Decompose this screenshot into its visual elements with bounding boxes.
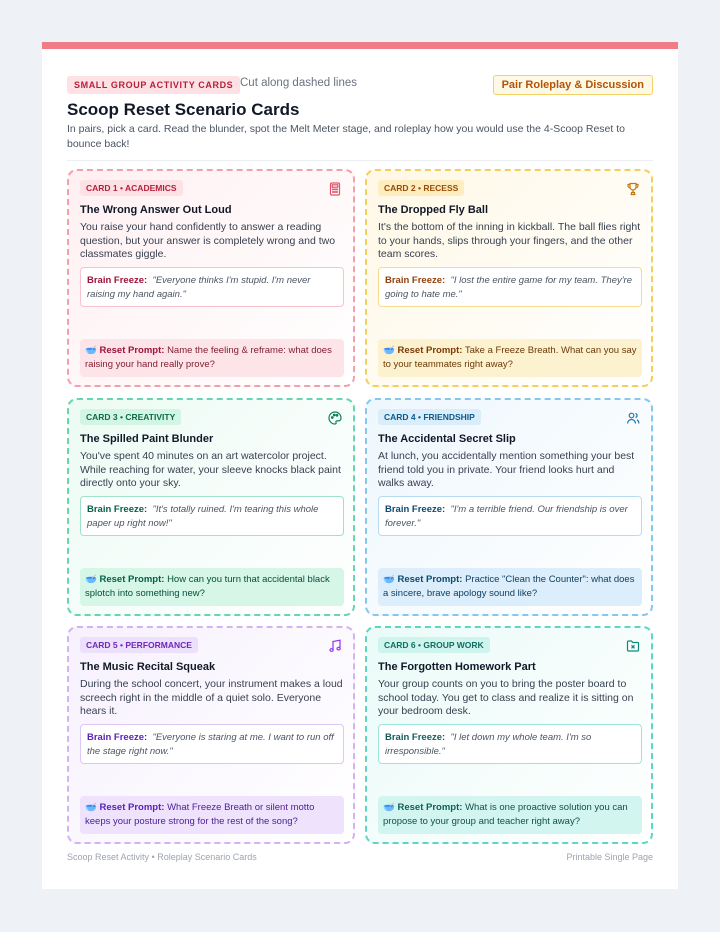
- reset-prompt-text: Practice "Clean the Counter": what does a sincere, brave apology sound like?: [383, 574, 635, 599]
- reset-prompt-label: Reset Prompt:: [397, 802, 463, 813]
- reset-prompt-label: Reset Prompt:: [99, 574, 165, 585]
- reset-prompt-label: Reset Prompt:: [99, 345, 165, 356]
- card-title: The Wrong Answer Out Loud: [80, 204, 232, 216]
- brain-freeze-box: [80, 267, 344, 307]
- trophy-icon: [626, 182, 640, 196]
- bowl-icon: 🥣: [383, 345, 395, 356]
- reset-prompt-label: Reset Prompt:: [397, 345, 463, 356]
- page-title: Scoop Reset Scenario Cards: [67, 100, 300, 119]
- brain-freeze-quote: "I lost the entire game for my team. They're going to hate me.": [385, 275, 633, 300]
- card-tag: CARD 6 • GROUP WORK: [378, 637, 490, 653]
- reset-prompt-text: Take a Freeze Breath. What can you say to your teammates right away?: [383, 345, 637, 370]
- card-title: The Spilled Paint Blunder: [80, 433, 214, 445]
- card-tag: CARD 3 • CREATIVITY: [80, 409, 181, 425]
- brain-freeze-quote: "Everyone is staring at me. I want to run off the stage right now.": [87, 732, 334, 757]
- reset-prompt-box: [80, 568, 344, 606]
- scenario-card-4: [365, 398, 653, 616]
- card-tag: CARD 4 • FRIENDSHIP: [378, 409, 481, 425]
- brain-freeze-label: Brain Freeze:: [385, 275, 446, 286]
- scenario-card-2: [365, 169, 653, 387]
- card-title: The Forgotten Homework Part: [378, 661, 536, 673]
- scenario-card-1: [67, 169, 355, 387]
- cut-note: Cut along dashed lines: [240, 77, 357, 89]
- reset-prompt-text: How can you turn that accidental black splotch into something new?: [85, 574, 330, 599]
- card-title: The Accidental Secret Slip: [378, 433, 516, 445]
- card-scenario: It's the bottom of the inning in kickball. The ball flies right to your hands, slips through your fingers, and the other team scores.: [378, 221, 641, 260]
- card-scenario: You've spent 40 minutes on an art watercolor project. While reaching for water, your sleeve knocks black paint directly onto your sky.: [80, 450, 341, 489]
- brain-freeze-label: Brain Freeze:: [87, 275, 148, 286]
- card-tag: CARD 5 • PERFORMANCE: [80, 637, 198, 653]
- header-row: [67, 75, 653, 95]
- worksheet-page: [42, 42, 678, 889]
- reset-prompt-box: [378, 339, 642, 377]
- card-tag: CARD 1 • ACADEMICS: [80, 180, 183, 196]
- brain-freeze-quote: "It's totally ruined. I'm tearing this whole paper up right now!": [87, 504, 319, 529]
- scenario-card-5: [67, 626, 355, 844]
- reset-prompt-label: Reset Prompt:: [397, 574, 463, 585]
- brain-freeze-box: [378, 267, 642, 307]
- activity-badge: SMALL GROUP ACTIVITY CARDS: [67, 76, 240, 94]
- card-tag: CARD 2 • RECESS: [378, 180, 464, 196]
- folder-x-icon: [626, 639, 640, 653]
- footer-right: Printable Single Page: [566, 852, 653, 862]
- card-scenario: Your group counts on you to bring the poster board to school today. You get to class and realize it is sitting on your bedroom desk.: [378, 678, 634, 717]
- card-title: The Dropped Fly Ball: [378, 204, 489, 216]
- card-scenario: During the school concert, your instrument makes a loud screech right in the middle of a quiet solo. Everyone hears it.: [80, 678, 343, 717]
- scenario-card-6: [365, 626, 653, 844]
- reset-prompt-box: [378, 568, 642, 606]
- brain-freeze-box: [378, 496, 642, 536]
- reset-prompt-text: What is one proactive solution you can propose to your group and teacher right away?: [383, 802, 628, 827]
- brain-freeze-label: Brain Freeze:: [385, 732, 446, 743]
- brain-freeze-quote: "I'm a terrible friend. Our friendship is over forever.": [385, 504, 628, 529]
- palette-icon: [328, 411, 342, 425]
- divider: [67, 160, 653, 161]
- brain-freeze-label: Brain Freeze:: [87, 732, 148, 743]
- footer-left: Scoop Reset Activity • Roleplay Scenario Cards: [67, 852, 257, 862]
- music-note-icon: [328, 639, 342, 653]
- bowl-icon: 🥣: [383, 802, 395, 813]
- reset-prompt-box: [80, 339, 344, 377]
- card-scenario: At lunch, you accidentally mention something your best friend told you in private. Your friend looks hurt and walks away.: [378, 450, 635, 489]
- reset-prompt-box: [80, 796, 344, 834]
- brain-freeze-box: [80, 496, 344, 536]
- reset-prompt-text: Name the feeling & reframe: what does raising your hand really prove?: [85, 345, 332, 370]
- bowl-icon: 🥣: [85, 345, 97, 356]
- users-icon: [626, 411, 640, 425]
- scenario-card-3: [67, 398, 355, 616]
- brain-freeze-quote: "Everyone thinks I'm stupid. I'm never raising my hand again.": [87, 275, 311, 300]
- brain-freeze-quote: "I let down my whole team. I'm so irresponsible.": [385, 732, 592, 757]
- brain-freeze-box: [80, 724, 344, 764]
- bowl-icon: 🥣: [85, 574, 97, 585]
- calculator-icon: [328, 182, 342, 196]
- card-title: The Music Recital Squeak: [80, 661, 216, 673]
- brain-freeze-label: Brain Freeze:: [87, 504, 148, 515]
- bowl-icon: 🥣: [85, 802, 97, 813]
- reset-prompt-label: Reset Prompt:: [99, 802, 165, 813]
- intro-text: In pairs, pick a card. Read the blunder, spot the Melt Meter stage, and roleplay how you would use the 4-Scoop Reset to bounce back!: [67, 123, 625, 150]
- brain-freeze-box: [378, 724, 642, 764]
- reset-prompt-box: [378, 796, 642, 834]
- bowl-icon: 🥣: [383, 574, 395, 585]
- top-accent-bar: [42, 42, 678, 49]
- brain-freeze-label: Brain Freeze:: [385, 504, 446, 515]
- card-scenario: You raise your hand confidently to answer a reading question, but your answer is completely wrong and two classmates giggle.: [80, 221, 336, 260]
- pair-label: Pair Roleplay & Discussion: [493, 75, 653, 95]
- reset-prompt-text: What Freeze Breath or silent motto keeps your posture strong for the rest of the song?: [85, 802, 315, 827]
